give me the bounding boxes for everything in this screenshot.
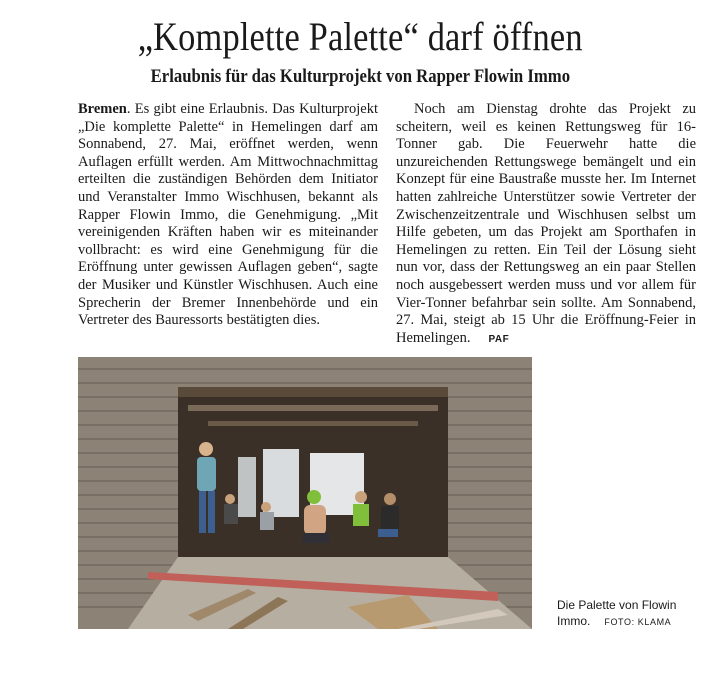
paragraph-2 bbox=[396, 101, 696, 348]
author-initials: PAF bbox=[488, 333, 510, 345]
caption-text: Die Palette von Flowin Immo. bbox=[557, 598, 677, 628]
paragraph-1 bbox=[78, 101, 378, 330]
photo-illustration bbox=[78, 357, 532, 629]
photo-credit: FOTO: KLAMA bbox=[604, 617, 672, 627]
article-photo bbox=[78, 357, 532, 629]
article-column-1 bbox=[78, 101, 378, 330]
article-column-2 bbox=[396, 101, 696, 348]
headline: „Komplette Palette“ darf öffnen bbox=[137, 14, 583, 59]
column-2-text: Noch am Dienstag drohte das Projekt zu scheitern, weil es keinen Rettungsweg für 16-Tonner gab. Die Feuerwehr hatte die unzureichenden Rettungswege bemängelt und ein Konzept für eine Baustraße musste her. Im Internet hatten zahlreiche Unterstützer sowie Vertreter der Zwischenzeitzentrale und Wischhusen selbst um Hilfe gebeten, um das Projekt am Sporthafen in Hemelingen zu retten. Ein Teil der Lösung sieht nun vor, dass der Rettungsweg an ein paar Stellen noch ausgebessert werden muss und vor allem für Vier-Tonner befahrbar sein sollte. Am Sonnabend, 27. Mai, steigt ab 15 Uhr die Eröffnung-Feier in Hemelingen. bbox=[396, 101, 696, 346]
photo-caption bbox=[557, 597, 707, 630]
column-1-text: . Es gibt eine Erlaubnis. Das Kulturprojekt „Die komplette Palette“ in Hemelingen darf am Sonnabend, 27. Mai, eröffnet werden, wenn Auflagen erfüllt werden. Am Mittwochnachmittag erteilten die zuständigen Behörden dem Initiator und Veranstalter Immo Wischhusen, bekannt als Rapper Flowin Immo, die Genehmigung. „Mit vereinigenden Kräften haben wir es miteinander vollbracht: es wird eine Genehmigung für die Eröffnung unter gewissen Auflagen geben“, sagte der Musiker und Künstler Wischhusen. Auch eine Sprecherin der Bremer Innenbehörde und ein Vertreter des Bauressorts bestätigten dies. bbox=[78, 101, 378, 329]
subheadline: Erlaubnis für das Kulturprojekt von Rapper Flowin Immo bbox=[150, 66, 571, 87]
dateline: Bremen bbox=[78, 101, 127, 117]
